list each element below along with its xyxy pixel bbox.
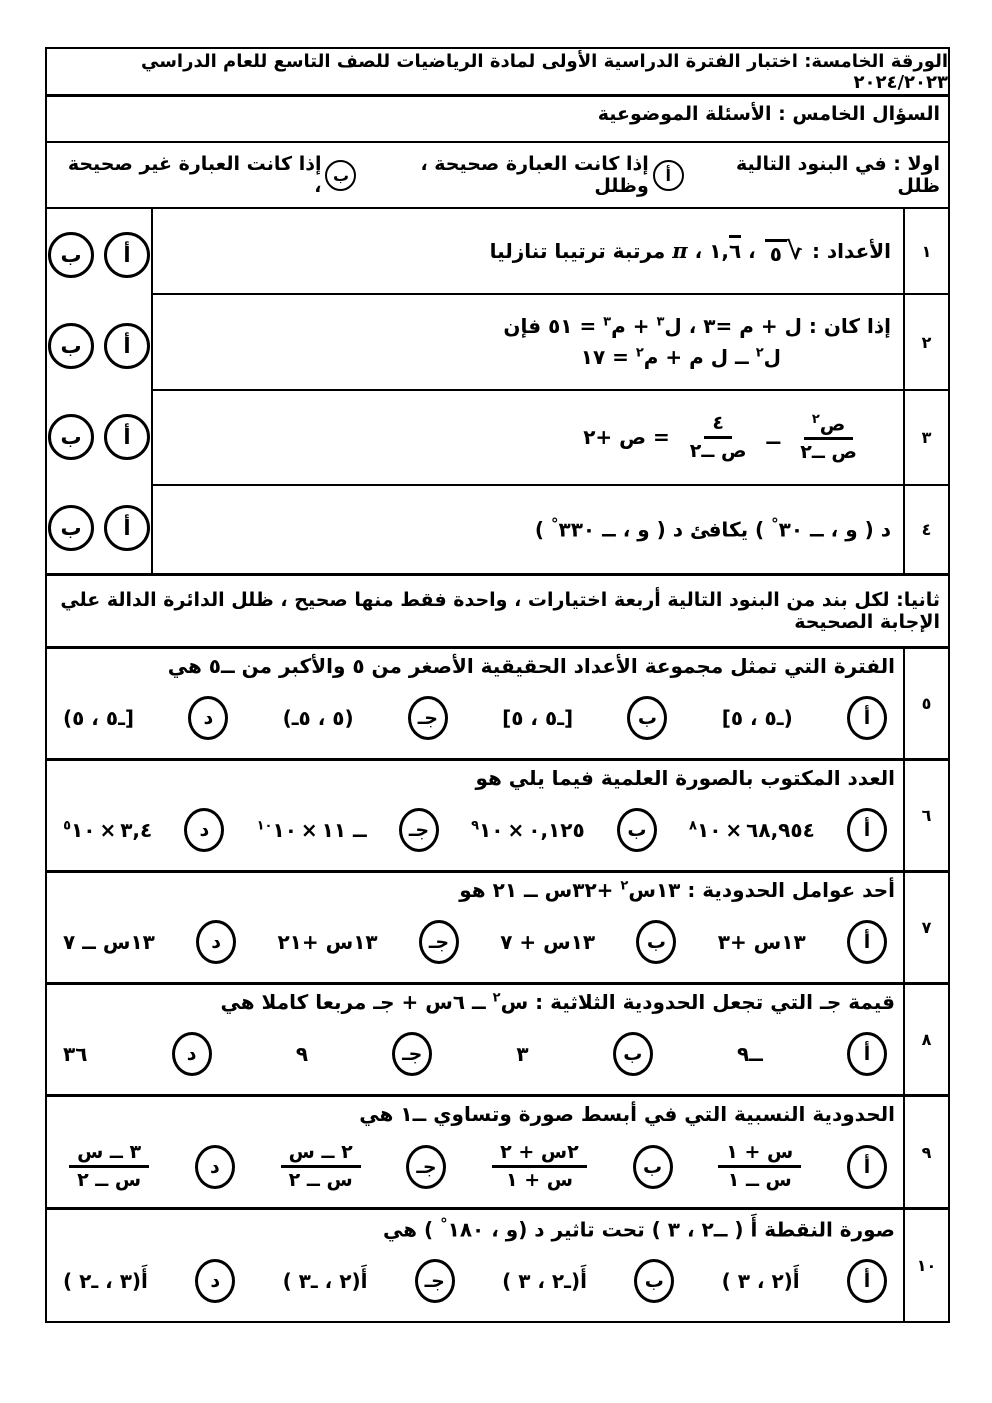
question-8-number: ٨ [903, 985, 948, 1094]
statement-1-choices [48, 232, 150, 278]
statement-3 [153, 391, 903, 486]
instruction-first-text-3: إذا كانت العبارة غير صحيحة ، [67, 153, 322, 197]
statement-4-choices [48, 505, 150, 551]
fraction-2: $\frac{٤}{\text{ص ــ٢}}$ [689, 412, 747, 462]
radical-expression: √ ٥ [765, 239, 803, 265]
true-false-answer-column [47, 209, 153, 573]
statement-4-text: د ( و ، ــ ٣٠° ) يكافئ د ( و ، ــ ٣٣٠° ) [534, 515, 891, 542]
question-6-options [47, 790, 903, 870]
q5-option-a-value: [٥ ، ٥ـ) [721, 706, 793, 730]
q6-option-b-circle[interactable]: ب [617, 808, 657, 852]
q7-option-b-value: ١٣س + ٧ [500, 930, 596, 954]
statement-4 [153, 486, 903, 573]
question-6-text: العدد المكتوب بالصورة العلمية فيما يلي هو [475, 766, 895, 790]
statement-3-equation [165, 412, 891, 464]
statement-2-choice-a-circle[interactable]: أ [104, 323, 150, 369]
equation-rhs: = ص +٢ [583, 424, 670, 449]
statement-3-choices [48, 414, 150, 460]
question-8 [47, 982, 948, 1094]
times-icon: × [300, 818, 318, 842]
q10-option-a-circle[interactable]: أ [847, 1259, 887, 1303]
q9-option-c-value: $\frac{\text{٢ ــ س}}{\text{س ــ ٢}}$ [281, 1141, 361, 1192]
q6-option-d-circle[interactable]: د [184, 808, 224, 852]
times-icon: × [507, 818, 525, 842]
question-5-options [47, 678, 903, 758]
q9-option-d-value: $\frac{\text{٣ ــ س}}{\text{س ــ ٢}}$ [69, 1141, 149, 1192]
q7-option-a-value: ١٣س +٣ [717, 930, 806, 954]
page-title: الورقة الخامسة: اختبار الفترة الدراسية الأولى لمادة الرياضيات للصف التاسع للعام الدراسي ٢٠٢٤/٢٠٢٣ [141, 50, 948, 93]
q10-option-d-circle[interactable]: د [195, 1259, 235, 1303]
choice-a-inline-circle: أ [653, 160, 684, 191]
statement-4-choice-b-circle[interactable]: ب [48, 505, 94, 551]
degree-symbol: ° [440, 1215, 448, 1233]
q9-option-b-circle[interactable]: ب [633, 1145, 673, 1189]
question-5 [47, 646, 948, 758]
q10-option-a-value: ( ٣ ، ٢)أَ [721, 1269, 800, 1294]
q10-option-b-value: ( ٣ ، ٢ـ)أَ [502, 1269, 587, 1294]
statement-1-text: الأعداد : √ ٥ ، ١,٦ ، π مرتبة ترتيبا تنازليا [165, 235, 891, 268]
q5-option-c-value: (ـ٥ ، ٥) [282, 706, 354, 730]
q7-option-c-circle[interactable]: جـ [419, 920, 459, 964]
q10-option-b-circle[interactable]: ب [634, 1259, 674, 1303]
q8-option-c-circle[interactable]: جـ [392, 1032, 432, 1076]
question-7-number: ٧ [903, 873, 948, 982]
pi-symbol: π [672, 237, 688, 263]
statement-1 [153, 209, 903, 295]
statement-1-number: ١ [903, 209, 948, 295]
q10-option-c-value: ( ٣ـ ، ٢)أَ [282, 1269, 368, 1294]
q7-option-c-value: ١٣س +٢١ [277, 930, 378, 954]
question-7-text: أحد عوامل الحدودية : ١٣س$^٢$ +٣٢س ــ ٢١ هو [459, 878, 895, 902]
q7-option-d-value: ١٣س ــ ٧ [63, 930, 155, 954]
statement-2-line-2: ل$^٢$ ــ ل م + م$^٢$ = ١٧ [580, 345, 781, 369]
question-8-text: قيمة جـ التي تجعل الحدودية الثلاثية : س$^٢$ ــ ٦س + جـ مربعا كاملا هي [220, 990, 895, 1014]
question-5-number: ٥ [903, 649, 948, 758]
q5-option-b-circle[interactable]: ب [627, 696, 667, 740]
question-7 [47, 870, 948, 982]
q6-option-c-value: ــ $١١\times ١٠^{١٠}$ [256, 818, 367, 842]
times-icon: × [99, 818, 117, 842]
q9-option-a-value: $\frac{\text{س + ١}}{\text{س ــ ١}}$ [718, 1141, 801, 1192]
statement-3-number: ٣ [903, 391, 948, 486]
q8-option-b-circle[interactable]: ب [613, 1032, 653, 1076]
q5-option-c-circle[interactable]: جـ [408, 696, 448, 740]
question-5-text: الفترة التي تمثل مجموعة الأعداد الحقيقية الأصغر من ٥ والأكبر من ــ٥ هي [167, 654, 895, 678]
q8-option-c-value: ٩ [295, 1042, 309, 1066]
q8-option-a-value: ــ٩ [736, 1042, 763, 1066]
statement-2-number: ٢ [903, 295, 948, 391]
statement-2-choices [48, 323, 150, 369]
statement-2 [153, 295, 903, 391]
instruction-first-text-2: إذا كانت العبارة صحيحة ، وظلل [420, 153, 649, 197]
question-8-options [47, 1014, 903, 1094]
radical-icon: √ [786, 237, 803, 266]
instruction-second: ثانيا: لكل بند من البنود التالية أربعة اختيارات ، واحدة فقط منها صحيح ، ظلل الدائرة الدالة علي الإجابة الصحيحة [47, 573, 948, 646]
q6-option-d-value: $٣,٤\times ١٠^٥$ [63, 818, 153, 842]
statement-1-choice-b-circle[interactable]: ب [48, 232, 94, 278]
choice-b-inline-circle: ب [325, 160, 356, 191]
question-9-number: ٩ [903, 1097, 948, 1207]
q5-option-d-circle[interactable]: د [188, 696, 228, 740]
q7-option-b-circle[interactable]: ب [636, 920, 676, 964]
q9-option-c-circle[interactable]: جـ [406, 1145, 446, 1189]
question-10 [47, 1207, 948, 1321]
times-icon: × [725, 818, 743, 842]
question-6 [47, 758, 948, 870]
q9-option-b-value: $\frac{\text{٢س + ٢}}{\text{س + ١}}$ [492, 1141, 587, 1192]
statement-4-choice-a-circle[interactable]: أ [104, 505, 150, 551]
statement-1-choice-a-circle[interactable]: أ [104, 232, 150, 278]
statement-3-choice-a-circle[interactable]: أ [104, 414, 150, 460]
q5-option-d-value: (٥ ، ٥ـ] [63, 706, 135, 730]
q6-option-a-circle[interactable]: أ [847, 808, 887, 852]
question-9 [47, 1094, 948, 1207]
degree-symbol: ° [551, 515, 559, 534]
q5-option-b-value: [٥ ، ٥ـ] [502, 706, 574, 730]
q6-option-b-value: $٠,١٢٥\times ١٠^٩$ [471, 818, 585, 842]
instruction-first [47, 141, 948, 207]
q10-option-c-circle[interactable]: جـ [415, 1259, 455, 1303]
instruction-first-text-1: اولا : في البنود التالية ظلل [736, 153, 940, 197]
statement-2-line-1: إذا كان : ل + م =٣ ، ل$^٣$ + م$^٣$ = ٥١ فإن [503, 314, 891, 338]
true-false-block [47, 207, 948, 573]
section-title: السؤال الخامس : الأسئلة الموضوعية [47, 94, 948, 141]
statement-3-choice-b-circle[interactable]: ب [48, 414, 94, 460]
fraction-1: $\frac{ص^٢}{\text{ص ــ٢}}$ [800, 411, 857, 463]
q8-option-b-value: ٣ [516, 1042, 529, 1066]
minus-sign: ــ [766, 424, 781, 449]
question-10-options [47, 1242, 903, 1321]
q8-option-d-circle[interactable]: د [172, 1032, 212, 1076]
q10-option-d-value: ( ٢ـ ، ٣)أَ [63, 1269, 148, 1294]
repeating-decimal-digit: ٦ [729, 235, 741, 263]
q9-option-d-circle[interactable]: د [195, 1145, 235, 1189]
q7-option-a-circle[interactable]: أ [847, 920, 887, 964]
question-7-options [47, 902, 903, 982]
statement-4-number: ٤ [903, 486, 948, 573]
question-10-text: صورة النقطة أَ ( ــ٢ ، ٣ ) تحت تاثير د (و ، ١٨٠° ) هي [382, 1215, 895, 1242]
question-9-options [47, 1126, 903, 1207]
question-10-number: ١٠ [903, 1210, 948, 1321]
question-9-text: الحدودية النسبية التي في أبسط صورة وتساوي ــ١ هي [359, 1102, 895, 1126]
degree-symbol: ° [771, 515, 779, 534]
q8-option-a-circle[interactable]: أ [847, 1032, 887, 1076]
q5-option-a-circle[interactable]: أ [847, 696, 887, 740]
q9-option-a-circle[interactable]: أ [847, 1145, 887, 1189]
exam-table [45, 47, 950, 1323]
q7-option-d-circle[interactable]: د [196, 920, 236, 964]
question-6-number: ٦ [903, 761, 948, 870]
statement-2-choice-b-circle[interactable]: ب [48, 323, 94, 369]
q8-option-d-value: ٣٦ [63, 1042, 88, 1066]
q6-option-a-value: $٦٨,٩٥٤\times ١٠^٨$ [689, 818, 815, 842]
q6-option-c-circle[interactable]: جـ [399, 808, 439, 852]
